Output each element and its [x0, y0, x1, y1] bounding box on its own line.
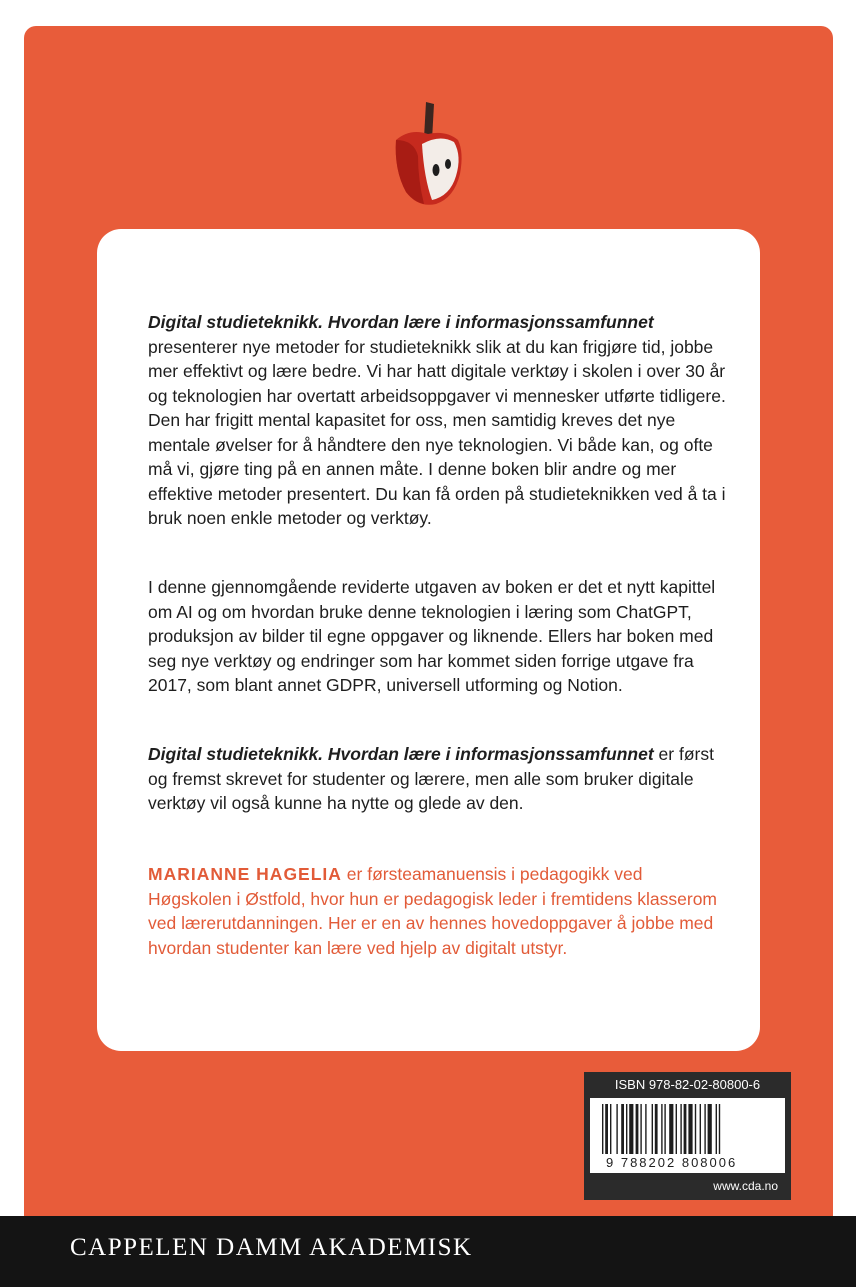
book-title-italic-2: Digital studieteknikk. Hvordan lære i informasjonssamfunnet — [148, 744, 654, 764]
paragraph-1-body: presenterer nye metoder for studieteknikk slik at du kan frigjøre tid, jobbe mer effektivt og lære bedre. Vi har hatt digitale verktøy i skolen i over 30 år og teknologien har overtatt arbeidsoppgaver vi mennesker utførte tidligere. Den har frigitt mental kapasitet for oss, men samtidig kreves det nye mentale øvelser for å håndtere den nye teknologien. Vi både kan, og ofte må vi, gjøre ting på en annen måte. I denne boken blir andre og mer effektive metoder presentert. Du kan få orden på studieteknikken ved å ta i bruk noen enkle metoder og verktøy. — [148, 336, 726, 528]
barcode-box — [584, 1072, 791, 1200]
publisher-name: CAPPELEN DAMM AKADEMISK — [70, 1234, 473, 1261]
isbn-label: ISBN 978-82-02-80800-6 — [614, 1077, 761, 1092]
barcode-digits: 9 788202 808006 — [606, 1155, 738, 1170]
author-name: MARIANNE HAGELIA — [148, 864, 342, 884]
apple-logo-icon — [388, 100, 468, 210]
publisher-url: www.cda.no — [713, 1179, 778, 1193]
barcode — [590, 1098, 785, 1173]
description-paragraph-2: I denne gjennomgående reviderte utgaven av boken er det et nytt kapittel om AI og om hvordan bruke denne teknologien i læring som ChatGPT, produksjon av bilder til egne oppgaver og liknende. Ellers har boken med seg nye verktøy og endringer som har kommet siden forrige utgave fra 2017, som blant annet GDPR, universell utforming og Notion. — [148, 577, 716, 695]
description-paragraph-1 — [148, 310, 728, 531]
description-paragraph-3 — [148, 742, 728, 816]
paragraph-3-body: er først og fremst skrevet for studenter og lærere, men alle som bruker digitale verktøy vil også kunne ha nytte og glede av den. — [148, 744, 714, 813]
publisher-footer — [0, 1216, 856, 1287]
author-bio-text: er førsteamanuensis i pedagogikk ved Høgskolen i Østfold, hvor hun er pedagogisk leder i fremtidens klasserom ved lærerutdanningen. Her er en av hennes hovedoppgaver å jobbe med hvordan studenter kan lære ved hjelp av digitalt utstyr. — [148, 864, 718, 958]
author-bio — [148, 862, 728, 960]
book-title-italic: Digital studieteknikk. Hvordan lære i informasjonssamfunnet — [148, 312, 654, 332]
